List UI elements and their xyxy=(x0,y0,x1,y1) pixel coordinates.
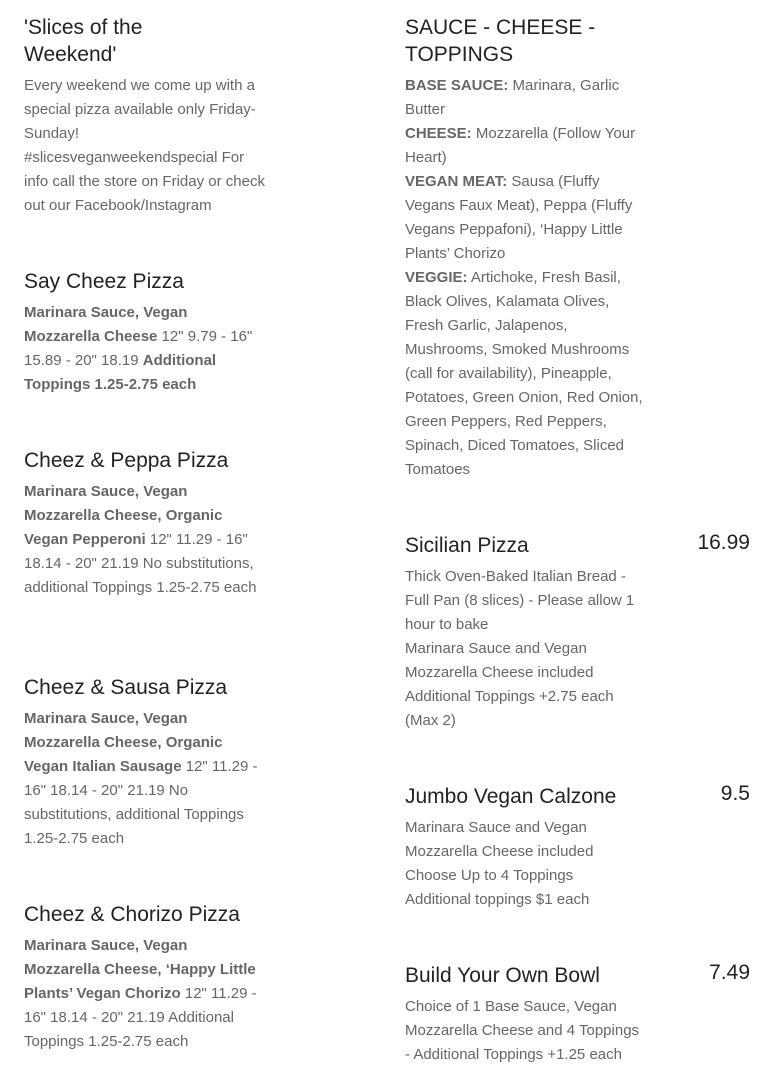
item-title: Cheez & Chorizo Pizza xyxy=(24,903,240,926)
item-description xyxy=(24,480,266,600)
item-prices: 12" 11.29 - 16" 18.14 - 20" 21.19 No substitutions, additional Toppings 1.25-2.75 each xyxy=(24,758,258,847)
item-description-line: Additional toppings $1 each xyxy=(405,891,590,908)
item-toppings: Additional Toppings 1.25-2.75 each xyxy=(24,352,217,393)
veggie-line xyxy=(405,266,650,482)
item-description-line: Additional Toppings +2.75 each (Max 2) xyxy=(405,688,614,729)
item-title: Cheez & Sausa Pizza xyxy=(24,676,228,699)
item-description xyxy=(24,707,264,851)
veggie-text: Artichoke, Fresh Basil, Black Olives, Kalamata Olives, Fresh Garlic, Jalapenos, Mushrooms, Smoked Mushrooms (call for availability), Pineapple, Potatoes, Green Onion, Red Onion, Green Peppers, Red Peppers, Spinach, Diced Tomatoes, Sliced Tomatoes xyxy=(405,269,643,478)
item-title-line: SAUCE - CHEESE - xyxy=(405,16,596,39)
item-prices: 12" 11.29 - 16" 18.14 - 20" 21.19 Additional Toppings 1.25-2.75 each xyxy=(24,985,257,1050)
item-description xyxy=(405,74,650,482)
item-title-line: TOPPINGS xyxy=(405,43,514,66)
item-title-line: Weekend' xyxy=(24,43,117,66)
menu-item-cheez-chorizo-pizza xyxy=(24,901,269,1054)
item-price: 9.5 xyxy=(720,782,750,805)
menu-section-sauce-cheese-toppings xyxy=(405,14,655,482)
item-ingredients: Marinara Sauce, Vegan Mozzarella Cheese, Organic Vegan Pepperoni xyxy=(24,483,223,548)
menu-item-say-cheez-pizza xyxy=(24,268,269,397)
menu-item-slices-of-the-weekend xyxy=(24,14,269,218)
item-title: Build Your Own Bowl xyxy=(405,964,600,987)
cheese-label: CHEESE: xyxy=(405,125,472,142)
item-title: Cheez & Peppa Pizza xyxy=(24,449,229,472)
base-sauce-text: Marinara, Garlic Butter xyxy=(405,77,620,118)
vegan-meat-label: VEGAN MEAT: xyxy=(405,173,508,190)
item-title: Jumbo Vegan Calzone xyxy=(405,785,617,808)
item-price: 7.49 xyxy=(709,961,750,984)
item-title xyxy=(405,14,655,68)
veggie-label: VEGGIE: xyxy=(405,269,468,286)
item-prices: 12" 9.79 - 16" 15.89 - 20" 18.19 xyxy=(24,328,253,369)
item-description xyxy=(405,816,640,912)
item-title-line: 'Slices of the xyxy=(24,16,143,39)
item-description-line: Thick Oven-Baked Italian Bread - Full Pan (8 slices) - Please allow 1 hour to bake xyxy=(405,568,635,633)
vegan-meat-line xyxy=(405,170,650,266)
item-description xyxy=(405,565,640,733)
item-ingredients: Marinara Sauce, Vegan Mozzarella Cheese, ‘Happy Little Plants’ Vegan Chorizo xyxy=(24,937,256,1002)
item-description-line: Marinara Sauce and Vegan Mozzarella Cheese included xyxy=(405,819,594,860)
menu-item-sicilian-pizza xyxy=(405,532,750,733)
menu-item-jumbo-vegan-calzone xyxy=(405,783,750,912)
menu-item-cheez-peppa-pizza xyxy=(24,447,269,600)
item-price: 16.99 xyxy=(697,531,750,554)
menu-item-cheez-sausa-pizza xyxy=(24,674,269,851)
item-description xyxy=(24,934,266,1054)
cheese-text: Mozzarella (Follow Your Heart) xyxy=(405,125,636,166)
item-description xyxy=(405,995,645,1067)
item-ingredients: Marinara Sauce, Vegan Mozzarella Cheese, Organic Vegan Italian Sausage xyxy=(24,710,223,775)
item-title xyxy=(24,14,269,68)
item-description-line: Choose Up to 4 Toppings xyxy=(405,867,574,884)
item-description-line: Marinara Sauce and Vegan Mozzarella Cheese included xyxy=(405,640,594,681)
item-ingredients: Marinara Sauce, Vegan Mozzarella Cheese xyxy=(24,304,188,345)
item-title: Sicilian Pizza xyxy=(405,534,529,557)
vegan-meat-text: Sausa (Fluffy Vegans Faux Meat), Peppa (Fluffy Vegans Peppafoni), ‘Happy Little Plants’ Chorizo xyxy=(405,173,633,262)
cheese-line xyxy=(405,122,650,170)
item-description xyxy=(24,301,264,397)
item-title: Say Cheez Pizza xyxy=(24,270,184,293)
base-sauce-line xyxy=(405,74,650,122)
item-description: Every weekend we come up with a special pizza available only Friday-Sunday! #slicesveganweekendspecial For info call the store on Friday or check out our Facebook/Instagram xyxy=(24,77,265,214)
menu-item-build-your-own-bowl xyxy=(405,962,750,1067)
item-prices: 12" 11.29 - 16" 18.14 - 20" 21.19 No substitutions, additional Toppings 1.25-2.75 each xyxy=(24,531,257,596)
base-sauce-label: BASE SAUCE: xyxy=(405,77,509,94)
item-description-line: Choice of 1 Base Sauce, Vegan Mozzarella Cheese and 4 Toppings - Additional Toppings +1.25 each xyxy=(405,998,640,1063)
